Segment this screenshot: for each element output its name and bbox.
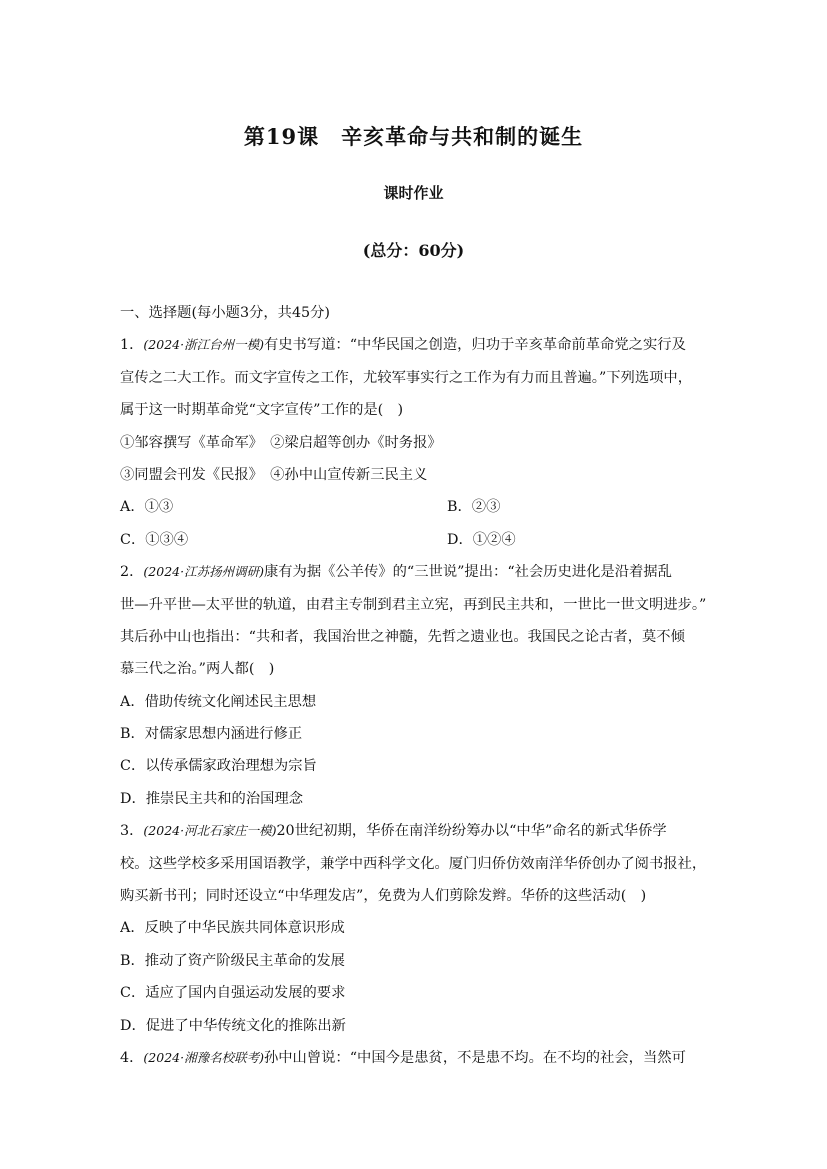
option-b[interactable]: B．推动了资产阶级民主革命的发展 (120, 952, 345, 969)
page-subtitle: 课时作业 (383, 184, 444, 202)
option-d[interactable]: D．①②④ (447, 531, 516, 548)
question-text: 20世纪初期，华侨在南洋纷纷筹办以“中华”命名的新式华侨学 (276, 823, 667, 840)
question-text: 康有为据《公羊传》的“三世说”提出：“社会历史进化是沿着据乱 (263, 564, 672, 581)
question-source: (2024·浙江台州一模) (143, 337, 264, 353)
option-c[interactable]: C．①③④ (120, 531, 189, 548)
question-text: 孙中山曾说：“中国今是患贫，不是患不均。在不均的社会，当然可 (263, 1049, 686, 1066)
option-c[interactable]: C．以传承儒家政治理想为宗旨 (120, 758, 317, 775)
option-a[interactable]: A．反映了中华民族共同体意识形成 (120, 920, 345, 937)
question-1-stem-line-1 (120, 329, 710, 361)
question-2-stem-line-1 (120, 556, 710, 588)
question-2-stem-line-3: 其后孙中山也指出：“共和者，我国治世之神髓，先哲之遗业也。我国民之论古者，莫不倾 (120, 628, 685, 645)
option-c[interactable]: C．适应了国内自强运动发展的要求 (120, 985, 346, 1002)
question-1-options-row-2 (120, 524, 710, 556)
question-source: (2024·江苏扬州调研) (143, 564, 264, 580)
option-b[interactable]: B．②③ (447, 499, 501, 516)
question-number: 4． (120, 1049, 144, 1066)
option-d[interactable]: D．促进了中华传统文化的推陈出新 (120, 1017, 346, 1034)
question-1-item-line-2: ③同盟会刊发《民报》 ④孙中山宣传新三民主义 (120, 466, 428, 483)
question-text: 有史书写道：“中华民国之创造，归功于辛亥革命前革命党之实行及 (263, 337, 686, 354)
question-number: 1． (120, 337, 144, 354)
question-3-stem-line-2: 校。这些学校多采用国语教学，兼学中西科学文化。厦门归侨仿效南洋华侨创办了阅书报社， (120, 855, 707, 872)
option-a[interactable]: A．借助传统文化阐述民主思想 (120, 693, 317, 710)
section-heading: 一、选择题(每小题3分，共45分) (120, 305, 331, 321)
question-1-options-row-1 (120, 491, 710, 523)
question-number: 2． (120, 564, 144, 581)
question-2-stem-line-4: 慕三代之治。”两人都( ) (120, 661, 275, 678)
question-3-stem-line-1 (120, 815, 710, 847)
question-list (120, 297, 710, 1074)
option-a[interactable]: A．①③ (120, 499, 174, 516)
question-4-stem-line-1 (120, 1042, 710, 1074)
question-source: (2024·湘豫名校联考) (143, 1049, 264, 1065)
question-1-stem-line-3: 属于这一时期革命党“文字宣传”工作的是( ) (120, 402, 404, 419)
page-title: 第19课 辛亥革命与共和制的诞生 (243, 124, 584, 149)
option-d[interactable]: D．推崇民主共和的治国理念 (120, 790, 304, 807)
question-1-item-line-1: ①邹容撰写《革命军》 ②梁启超等创办《时务报》 (120, 434, 442, 451)
question-2-stem-line-2: 世—升平世—太平世的轨道，由君主专制到君主立宪，再到民主共和，一世比一世文明进步。” (120, 596, 707, 613)
total-score: (总分：60分) (362, 241, 465, 260)
question-3-stem-line-3: 购买新书刊；同时还设立“中华理发店”，免费为人们剪除发辫。华侨的这些活动( ) (120, 888, 647, 905)
question-number: 3． (120, 823, 144, 840)
question-1-stem-line-2: 宣传之二大工作。而文字宣传之工作，尤较军事实行之工作为有力而且普遍。”下列选项中， (120, 369, 693, 386)
question-source: (2024·河北石家庄一模) (143, 823, 277, 839)
option-b[interactable]: B．对儒家思想内涵进行修正 (120, 726, 303, 743)
